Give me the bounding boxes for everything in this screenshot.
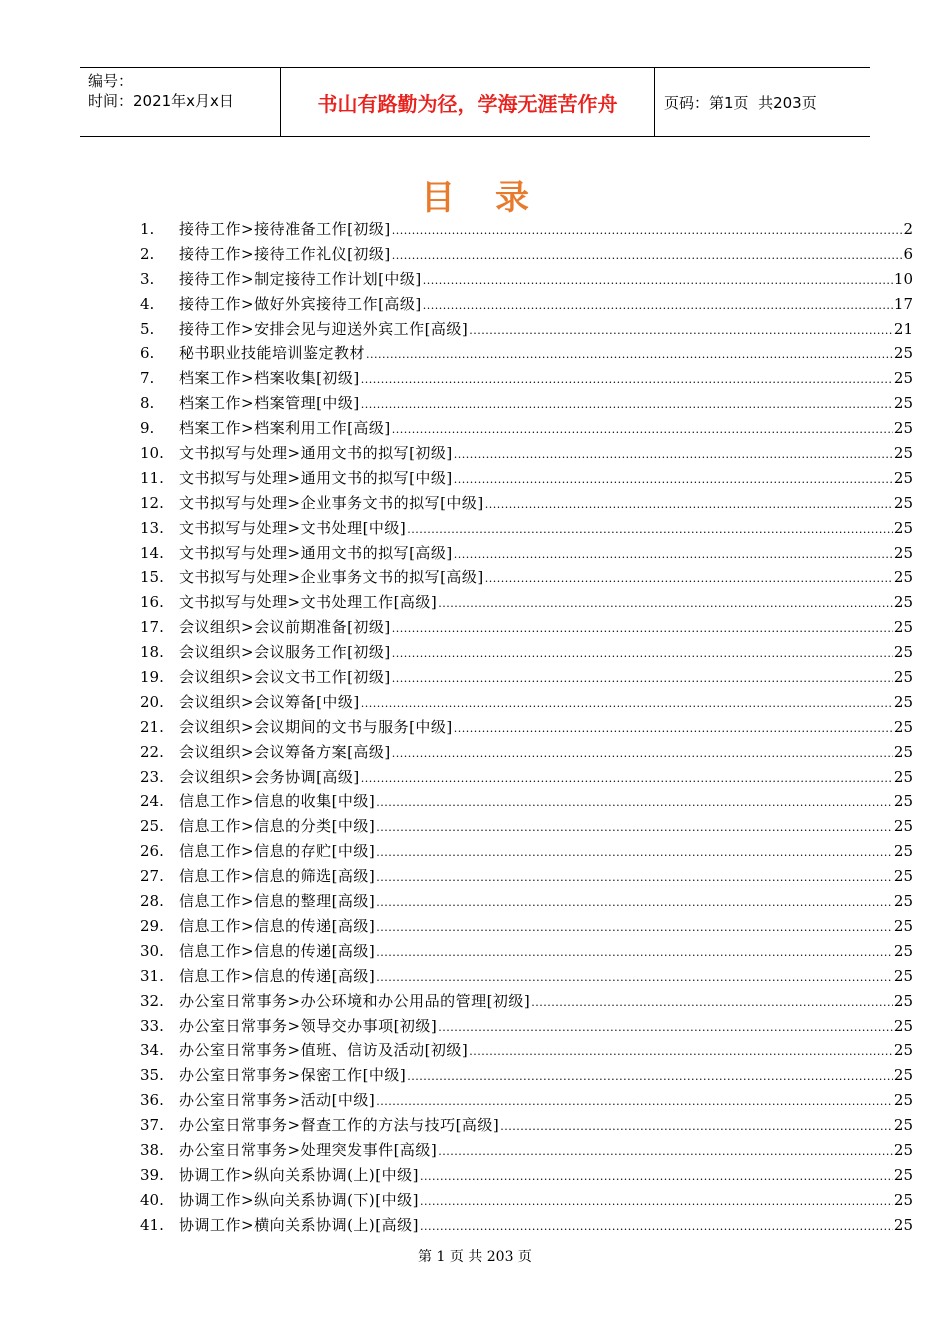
toc-number: 30. <box>140 941 164 960</box>
toc-leader-dots <box>469 317 893 344</box>
toc-entry-title[interactable]: 文书拟写与处理>通用文书的拟写[初级] <box>179 444 453 463</box>
toc-entry-title[interactable]: 文书拟写与处理>通用文书的拟写[高级] <box>179 543 453 562</box>
toc-entry[interactable] <box>140 765 913 790</box>
toc-number: 5. <box>140 319 155 338</box>
toc-leader-dots <box>392 665 893 692</box>
footer-text: 第 1 页 共 203 页 <box>418 1249 532 1265</box>
toc-number: 13. <box>140 518 164 537</box>
toc-leader-dots <box>392 740 893 767</box>
toc-leader-dots <box>392 640 893 667</box>
toc-entry[interactable] <box>140 242 913 267</box>
toc-entry[interactable] <box>140 839 913 864</box>
toc-leader-dots <box>454 466 893 493</box>
toc-leader-dots <box>376 814 893 841</box>
toc-leader-dots <box>423 292 893 319</box>
toc-entry-title[interactable]: 档案工作>档案利用工作[高级] <box>179 419 391 438</box>
toc-leader-dots <box>376 1088 893 1115</box>
toc-page-number: 25 <box>893 444 913 463</box>
header-left <box>80 68 280 136</box>
toc-entry-title[interactable]: 协调工作>横向关系协调(上)[高级] <box>179 1215 419 1234</box>
toc-page-number: 25 <box>893 717 913 736</box>
toc-number: 20. <box>140 692 164 711</box>
toc-entry[interactable] <box>140 690 913 715</box>
toc-number: 24. <box>140 792 164 811</box>
toc-leader-dots <box>485 565 893 592</box>
toc-entry-title[interactable]: 会议组织>会议筹备[中级] <box>179 692 360 711</box>
toc-entry[interactable] <box>140 341 913 366</box>
toc-entry-title[interactable]: 文书拟写与处理>文书处理工作[高级] <box>179 593 438 612</box>
toc-entry-title[interactable]: 办公室日常事务>领导交办事项[初级] <box>179 1016 438 1035</box>
toc-page-number: 25 <box>893 493 913 512</box>
toc-page-number: 25 <box>893 468 913 487</box>
toc-page-number: 25 <box>893 767 913 786</box>
toc-page-number: 25 <box>893 419 913 438</box>
toc-page-number: 25 <box>893 593 913 612</box>
toc-page-number: 6 <box>903 244 913 263</box>
toc-entry[interactable] <box>140 391 913 416</box>
toc-leader-dots <box>392 242 903 269</box>
toc-leader-dots <box>392 615 893 642</box>
toc-entry-title[interactable]: 会议组织>会议服务工作[初级] <box>179 643 391 662</box>
toc-page-number: 25 <box>893 568 913 587</box>
toc-entry-title[interactable]: 档案工作>档案收集[初级] <box>179 369 360 388</box>
toc-leader-dots <box>376 939 893 966</box>
toc-number: 25. <box>140 817 164 836</box>
toc-entry[interactable] <box>140 814 913 839</box>
toc-entry-title[interactable]: 信息工作>信息的存贮[中级] <box>179 842 376 861</box>
toc-leader-dots <box>407 1063 893 1090</box>
toc-number: 29. <box>140 916 164 935</box>
toc-entry[interactable] <box>140 1188 913 1213</box>
toc-entry-title[interactable]: 信息工作>信息的传递[高级] <box>179 916 376 935</box>
toc-page-number: 25 <box>893 692 913 711</box>
toc-number: 10. <box>140 444 164 463</box>
toc-page-number: 25 <box>893 344 913 363</box>
toc-number: 16. <box>140 593 164 612</box>
toc-number: 31. <box>140 966 164 985</box>
toc-entry-title[interactable]: 会议组织>会议期间的文书与服务[中级] <box>179 717 453 736</box>
toc-entry-title[interactable]: 秘书职业技能培训鉴定教材 <box>179 344 366 363</box>
toc-entry-title[interactable]: 信息工作>信息的传递[高级] <box>179 941 376 960</box>
toc-entry[interactable] <box>140 441 913 466</box>
toc-entry[interactable] <box>140 541 913 566</box>
toc-page-number: 25 <box>893 1215 913 1234</box>
toc-page-number: 25 <box>893 1165 913 1184</box>
toc-leader-dots <box>361 391 893 418</box>
toc-leader-dots <box>438 590 893 617</box>
toc-entry-title[interactable]: 文书拟写与处理>文书处理[中级] <box>179 518 407 537</box>
toc-page-number: 25 <box>893 941 913 960</box>
toc-page-number: 17 <box>893 294 913 313</box>
toc-entry[interactable] <box>140 989 913 1014</box>
toc-leader-dots <box>392 217 903 244</box>
toc-entry-title[interactable]: 办公室日常事务>督查工作的方法与技巧[高级] <box>179 1116 500 1135</box>
toc-number: 1. <box>140 220 155 238</box>
toc-leader-dots <box>420 1163 893 1190</box>
toc-page-number: 25 <box>893 618 913 637</box>
toc-entry[interactable] <box>140 715 913 740</box>
toc-entry[interactable] <box>140 1163 913 1188</box>
toc-entry-title[interactable]: 办公室日常事务>保密工作[中级] <box>179 1066 407 1085</box>
toc-entry-title[interactable]: 档案工作>档案管理[中级] <box>179 394 360 413</box>
toc-leader-dots <box>366 341 893 368</box>
toc-entry-title[interactable]: 会议组织>会务协调[高级] <box>179 767 360 786</box>
toc-number: 38. <box>140 1140 164 1159</box>
toc-page-number: 21 <box>893 319 913 338</box>
toc-entry[interactable] <box>140 1138 913 1163</box>
toc-page-number: 25 <box>893 792 913 811</box>
toc-entry-title[interactable]: 文书拟写与处理>企业事务文书的拟写[中级] <box>179 493 484 512</box>
toc-page-number: 25 <box>893 1140 913 1159</box>
toc-number: 15. <box>140 568 164 587</box>
toc-leader-dots <box>376 864 893 891</box>
toc-entry-title[interactable]: 会议组织>会议前期准备[初级] <box>179 618 391 637</box>
toc-number: 12. <box>140 493 164 512</box>
toc-page-number: 25 <box>893 892 913 911</box>
toc-entry[interactable] <box>140 864 913 889</box>
time-label: 时间：2021年x月x日 <box>88 92 234 110</box>
toc-leader-dots <box>376 889 893 916</box>
toc-page-number: 2 <box>903 220 913 238</box>
toc-leader-dots <box>454 715 893 742</box>
toc-entry-title[interactable]: 信息工作>信息的传递[高级] <box>179 966 376 985</box>
toc-number: 39. <box>140 1165 164 1184</box>
toc-entry[interactable] <box>140 292 913 317</box>
toc-number: 36. <box>140 1091 164 1110</box>
toc-number: 34. <box>140 1041 164 1060</box>
toc-page-number: 25 <box>893 991 913 1010</box>
toc-leader-dots <box>361 765 893 792</box>
toc-entry-title[interactable]: 接待工作>接待工作礼仪[初级] <box>179 244 391 263</box>
toc-entry-title[interactable]: 文书拟写与处理>企业事务文书的拟写[高级] <box>179 568 484 587</box>
toc-entry-title[interactable]: 办公室日常事务>办公环境和办公用品的管理[初级] <box>179 991 531 1010</box>
toc-entry[interactable] <box>140 640 913 665</box>
toc-leader-dots <box>531 989 893 1016</box>
toc-entry[interactable] <box>140 740 913 765</box>
toc-number: 28. <box>140 892 164 911</box>
toc-number: 9. <box>140 419 155 438</box>
toc-entry[interactable] <box>140 590 913 615</box>
toc-number: 33. <box>140 1016 164 1035</box>
toc-number: 8. <box>140 394 155 413</box>
toc-number: 27. <box>140 867 164 886</box>
toc-leader-dots <box>485 491 893 518</box>
toc-entry[interactable] <box>140 416 913 441</box>
toc-entry-title[interactable]: 会议组织>会议文书工作[初级] <box>179 668 391 687</box>
toc-number: 17. <box>140 618 164 637</box>
toc-title: 目录 <box>421 178 569 218</box>
toc-entry[interactable] <box>140 267 913 292</box>
toc-leader-dots <box>500 1113 893 1140</box>
page-footer <box>0 1246 950 1266</box>
toc-entry[interactable] <box>140 964 913 989</box>
toc-entry[interactable] <box>140 1113 913 1138</box>
toc-entry[interactable] <box>140 889 913 914</box>
toc-number: 2. <box>140 244 155 263</box>
toc-leader-dots <box>438 1014 893 1041</box>
toc-entry-title[interactable]: 信息工作>信息的整理[高级] <box>179 892 376 911</box>
toc-page-number: 25 <box>893 1066 913 1085</box>
page-info: 页码：第1页 共203页 <box>664 93 817 112</box>
toc-entry-title[interactable]: 协调工作>纵向关系协调(下)[中级] <box>179 1190 419 1209</box>
toc-leader-dots <box>454 441 893 468</box>
toc-number: 14. <box>140 543 164 562</box>
toc-entry[interactable] <box>140 366 913 391</box>
toc-entry-title[interactable]: 信息工作>信息的筛选[高级] <box>179 867 376 886</box>
toc-entry[interactable] <box>140 317 913 342</box>
toc-page-number: 25 <box>893 867 913 886</box>
toc-page-number: 25 <box>893 643 913 662</box>
toc-number: 6. <box>140 344 155 363</box>
toc-page-number: 25 <box>893 1091 913 1110</box>
toc-page-number: 25 <box>893 518 913 537</box>
toc-page-number: 25 <box>893 817 913 836</box>
toc-entry-title[interactable]: 接待工作>接待准备工作[初级] <box>179 220 391 238</box>
toc-entry-title[interactable]: 会议组织>会议筹备方案[高级] <box>179 742 391 761</box>
toc-leader-dots <box>392 416 893 443</box>
toc-leader-dots <box>361 366 893 393</box>
toc-number: 11. <box>140 468 164 487</box>
toc-number: 26. <box>140 842 164 861</box>
code-label: 编号： <box>88 72 134 90</box>
toc-leader-dots <box>420 1188 893 1215</box>
toc-leader-dots <box>454 541 893 568</box>
toc-leader-dots <box>376 914 893 941</box>
toc-entry[interactable] <box>140 914 913 939</box>
toc-page-number: 25 <box>893 842 913 861</box>
header-right <box>655 68 870 136</box>
toc-page-number: 25 <box>893 1116 913 1135</box>
toc-number: 23. <box>140 767 164 786</box>
toc-entry-title[interactable]: 接待工作>安排会见与迎送外宾工作[高级] <box>179 319 469 338</box>
toc-page-number: 25 <box>893 1041 913 1060</box>
toc-leader-dots <box>469 1038 893 1065</box>
toc-leader-dots <box>376 789 893 816</box>
toc-leader-dots <box>376 964 893 991</box>
page-header <box>80 67 870 137</box>
motto-text: 书山有路勤为径，学海无涯苦作舟 <box>317 91 618 116</box>
toc-page-number: 25 <box>893 543 913 562</box>
toc-number: 7. <box>140 369 155 388</box>
toc-entry[interactable] <box>140 789 913 814</box>
toc-entry-title[interactable]: 接待工作>做好外宾接待工作[高级] <box>179 294 422 313</box>
toc-entry[interactable] <box>140 665 913 690</box>
toc-entry[interactable] <box>140 217 913 242</box>
toc-number: 18. <box>140 643 164 662</box>
toc-number: 22. <box>140 742 164 761</box>
toc-entry-title[interactable]: 协调工作>纵向关系协调(上)[中级] <box>179 1165 419 1184</box>
table-of-contents <box>140 217 913 1238</box>
toc-page-number: 25 <box>893 742 913 761</box>
toc-number: 35. <box>140 1066 164 1085</box>
toc-page-number: 25 <box>893 1190 913 1209</box>
toc-entry-title[interactable]: 办公室日常事务>值班、信访及活动[初级] <box>179 1041 469 1060</box>
toc-entry[interactable] <box>140 615 913 640</box>
toc-number: 21. <box>140 717 164 736</box>
toc-entry[interactable] <box>140 939 913 964</box>
toc-page-number: 25 <box>893 966 913 985</box>
toc-number: 3. <box>140 269 155 288</box>
toc-leader-dots <box>407 516 893 543</box>
toc-leader-dots <box>376 839 893 866</box>
toc-entry[interactable] <box>140 565 913 590</box>
toc-page-number: 25 <box>893 1016 913 1035</box>
toc-number: 19. <box>140 668 164 687</box>
toc-leader-dots <box>420 1213 893 1240</box>
toc-page-number: 25 <box>893 916 913 935</box>
toc-entry-title[interactable]: 办公室日常事务>活动[中级] <box>179 1091 376 1110</box>
toc-entry-title[interactable]: 信息工作>信息的分类[中级] <box>179 817 376 836</box>
toc-leader-dots <box>361 690 893 717</box>
toc-entry[interactable] <box>140 466 913 491</box>
toc-entry-title[interactable]: 信息工作>信息的收集[中级] <box>179 792 376 811</box>
toc-number: 32. <box>140 991 164 1010</box>
toc-entry-title[interactable]: 办公室日常事务>处理突发事件[高级] <box>179 1140 438 1159</box>
toc-entry[interactable] <box>140 1063 913 1088</box>
toc-entry[interactable] <box>140 516 913 541</box>
toc-page-number: 10 <box>893 269 913 288</box>
toc-entry[interactable] <box>140 491 913 516</box>
toc-entry[interactable] <box>140 1014 913 1039</box>
toc-entry[interactable] <box>140 1038 913 1063</box>
toc-leader-dots <box>438 1138 893 1165</box>
toc-number: 37. <box>140 1116 164 1135</box>
toc-number: 41. <box>140 1215 164 1234</box>
toc-entry[interactable] <box>140 1088 913 1113</box>
toc-number: 4. <box>140 294 155 313</box>
toc-entry-title[interactable]: 文书拟写与处理>通用文书的拟写[中级] <box>179 468 453 487</box>
toc-entry-title[interactable]: 接待工作>制定接待工作计划[中级] <box>179 269 422 288</box>
toc-page-number: 25 <box>893 369 913 388</box>
toc-leader-dots <box>423 267 893 294</box>
toc-entry[interactable] <box>140 1213 913 1238</box>
header-motto <box>280 68 655 136</box>
toc-page-number: 25 <box>893 394 913 413</box>
toc-number: 40. <box>140 1190 164 1209</box>
toc-page-number: 25 <box>893 668 913 687</box>
